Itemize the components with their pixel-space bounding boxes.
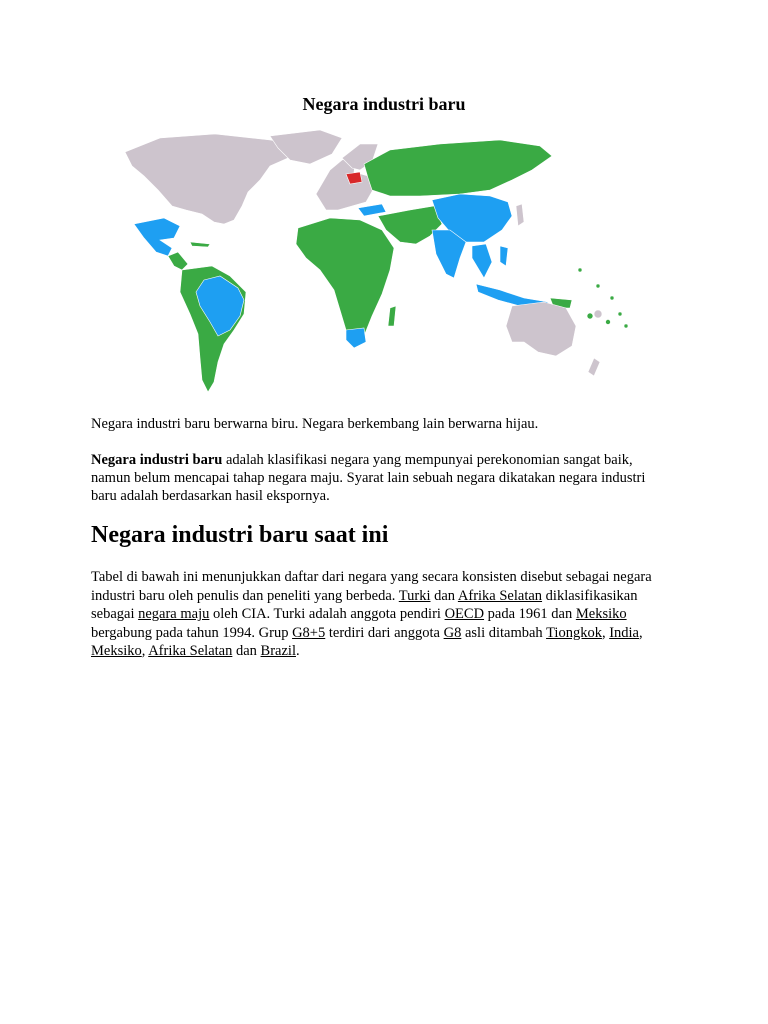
link-tiongkok[interactable]: Tiongkok (546, 624, 602, 641)
link-turki[interactable]: Turki (398, 587, 431, 604)
map-caption: Negara industri baru berwarna biru. Negara berkembang lain berwarna hijau. (91, 416, 539, 432)
map-southeast-asia (472, 244, 492, 278)
link-afrika-selatan[interactable]: Afrika Selatan (148, 643, 233, 659)
body-text: industri baru oleh penulis dan peneliti yang berbeda. (91, 587, 399, 604)
map-pacific-island (624, 324, 628, 328)
body-text: diklasifikasikan (542, 587, 638, 604)
body-text: asli ditambah (461, 624, 547, 641)
map-south-africa (346, 328, 366, 348)
map-pacific-island (618, 312, 622, 316)
link-oecd[interactable]: OECD (444, 606, 485, 622)
map-mexico (134, 218, 180, 256)
link-afrika-selatan[interactable]: Afrika Selatan (457, 587, 543, 604)
map-japan (516, 204, 524, 226)
body-text: bergabung pada tahun 1994. Grup (91, 624, 293, 641)
map-north-america (125, 134, 295, 224)
map-russia (364, 140, 552, 196)
map-pacific-island (587, 313, 593, 319)
map-philippines (500, 246, 508, 266)
body-text: , (639, 624, 643, 641)
intro-text: baru adalah berdasarkan hasil ekspornya. (91, 488, 330, 504)
map-caribbean (190, 242, 210, 247)
map-pacific-island (606, 320, 611, 325)
body-paragraph (91, 568, 691, 661)
link-meksiko[interactable]: Meksiko (575, 606, 627, 622)
link-g8[interactable]: G8 (443, 624, 462, 641)
map-pacific-island (610, 296, 614, 300)
body-text: sebagai (91, 606, 139, 622)
map-pacific-island (594, 310, 602, 318)
intro-paragraph (91, 451, 691, 505)
intro-bold-term: Negara industri baru (91, 452, 223, 468)
body-text: dan (232, 643, 261, 659)
link-brazil[interactable]: Brazil (260, 643, 296, 659)
body-text: terdiri dari anggota (325, 624, 444, 641)
intro-text: adalah klasifikasi negara yang mempunyai perekonomian sangat baik, (222, 452, 633, 468)
body-text: . (295, 643, 300, 659)
link-meksiko[interactable]: Meksiko (91, 643, 142, 659)
body-text: oleh CIA. Turki adalah anggota pendiri (209, 606, 445, 622)
map-madagascar (388, 306, 396, 326)
body-text: dan (430, 587, 458, 604)
body-text: Tabel di bawah ini menunjukkan daftar dari negara yang secara konsisten disebut sebagai negara (91, 569, 652, 585)
world-map (120, 130, 648, 395)
page-title: Negara industri baru (302, 94, 466, 114)
link-negara-maju[interactable]: negara maju (138, 606, 210, 622)
map-australia (506, 302, 576, 356)
body-text: , (601, 624, 610, 641)
body-text: , (141, 643, 149, 659)
link-g8-plus-5[interactable]: G8+5 (292, 624, 326, 641)
map-africa (296, 218, 394, 342)
intro-text: namun belum mencapai tahap negara maju. Syarat lain sebuah negara dikatakan negara industri (91, 470, 646, 486)
map-pacific-island (596, 284, 600, 288)
map-turkey (358, 204, 386, 216)
map-new-zealand (588, 358, 600, 376)
body-text: pada 1961 dan (484, 606, 576, 622)
map-pacific-island (578, 268, 582, 272)
map-central-america (168, 252, 188, 270)
section-heading: Negara industri baru saat ini (91, 522, 389, 548)
link-india[interactable]: India (609, 624, 639, 641)
